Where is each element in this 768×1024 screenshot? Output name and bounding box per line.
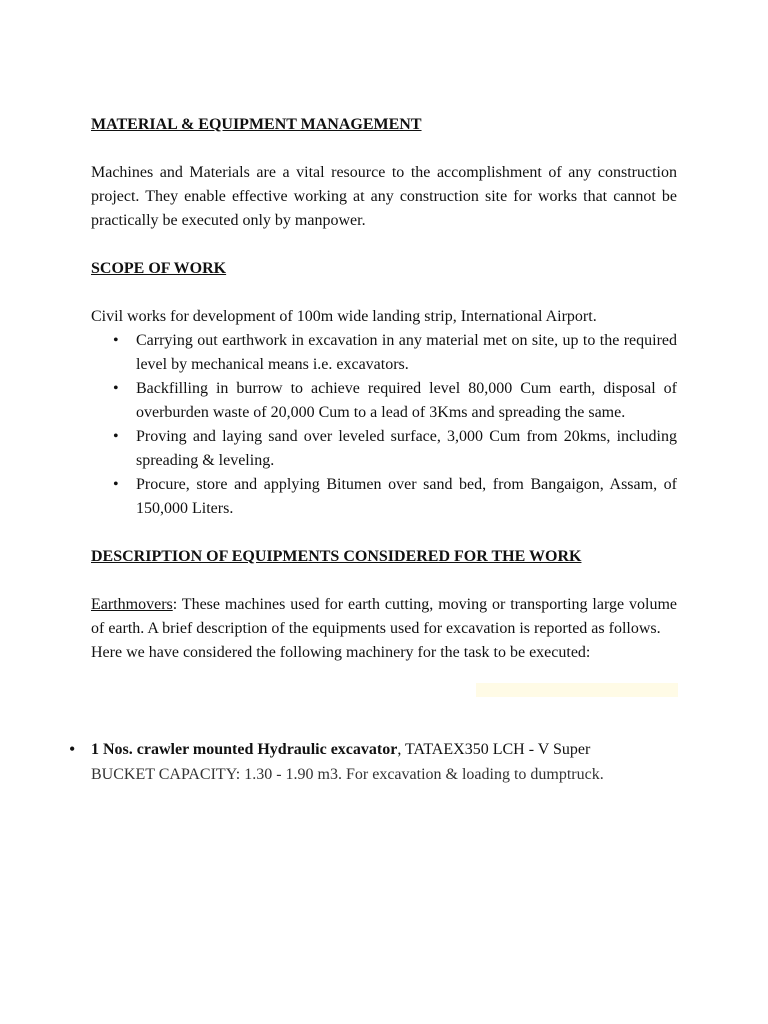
spacer: [91, 521, 677, 545]
machinery-line: Here we have considered the following machinery for the task to be executed:: [91, 644, 591, 661]
bullet-icon: •: [113, 380, 119, 397]
document-page: [91, 113, 677, 665]
earthmovers-paragraph: [91, 593, 677, 641]
highlight-strip: [476, 683, 678, 697]
list-item-text: Backfilling in burrow to achieve required level 80,000 Cum earth, disposal of overburden waste of 20,000 Cum to a lead of 3Kms and spreading the same.: [136, 380, 677, 421]
scope-intro: Civil works for development of 100m wide landing strip, International Airport.: [91, 308, 597, 325]
equipment-model: , TATAEX350 LCH - V Super: [397, 741, 591, 758]
bullet-icon: •: [113, 428, 119, 445]
list-item: [91, 473, 677, 521]
earthmovers-text: : These machines used for earth cutting, moving or transporting large volume of earth. A brief description of the equipments used for excavation is reported as follows.: [91, 596, 677, 637]
spacer: [91, 233, 677, 257]
spacer: [91, 137, 677, 161]
equipment-item: [69, 737, 677, 787]
spacer: [91, 569, 677, 593]
spacer: [91, 281, 677, 305]
scope-bullet-list: [91, 329, 677, 521]
list-item-text: Carrying out earthwork in excavation in any material met on site, up to the required level by mechanical means i.e. excavators.: [136, 332, 677, 373]
list-item: [91, 329, 677, 377]
section-heading-equipment-description: DESCRIPTION OF EQUIPMENTS CONSIDERED FOR THE WORK: [91, 548, 582, 565]
earthmovers-label: Earthmovers: [91, 596, 173, 613]
list-item-text: Procure, store and applying Bitumen over sand bed, from Bangaigon, Assam, of 150,000 Liters.: [136, 476, 677, 517]
bullet-icon: •: [113, 332, 119, 349]
bullet-icon: •: [113, 476, 119, 493]
section-heading-material-equipment: MATERIAL & EQUIPMENT MANAGEMENT: [91, 116, 422, 133]
list-item: [91, 425, 677, 473]
list-item-text: Proving and laying sand over leveled surface, 3,000 Cum from 20kms, including spreading & leveling.: [136, 428, 677, 469]
intro-paragraph: Machines and Materials are a vital resource to the accomplishment of any construction project. They enable effective working at any construction site for works that cannot be practically be executed only by manpower.: [91, 164, 677, 229]
bullet-icon: •: [69, 739, 76, 759]
list-item: [91, 377, 677, 425]
equipment-capacity: BUCKET CAPACITY: 1.30 - 1.90 m3. For excavation & loading to dumptruck.: [91, 766, 604, 783]
equipment-name: 1 Nos. crawler mounted Hydraulic excavator: [91, 741, 398, 758]
section-heading-scope: SCOPE OF WORK: [91, 260, 227, 277]
